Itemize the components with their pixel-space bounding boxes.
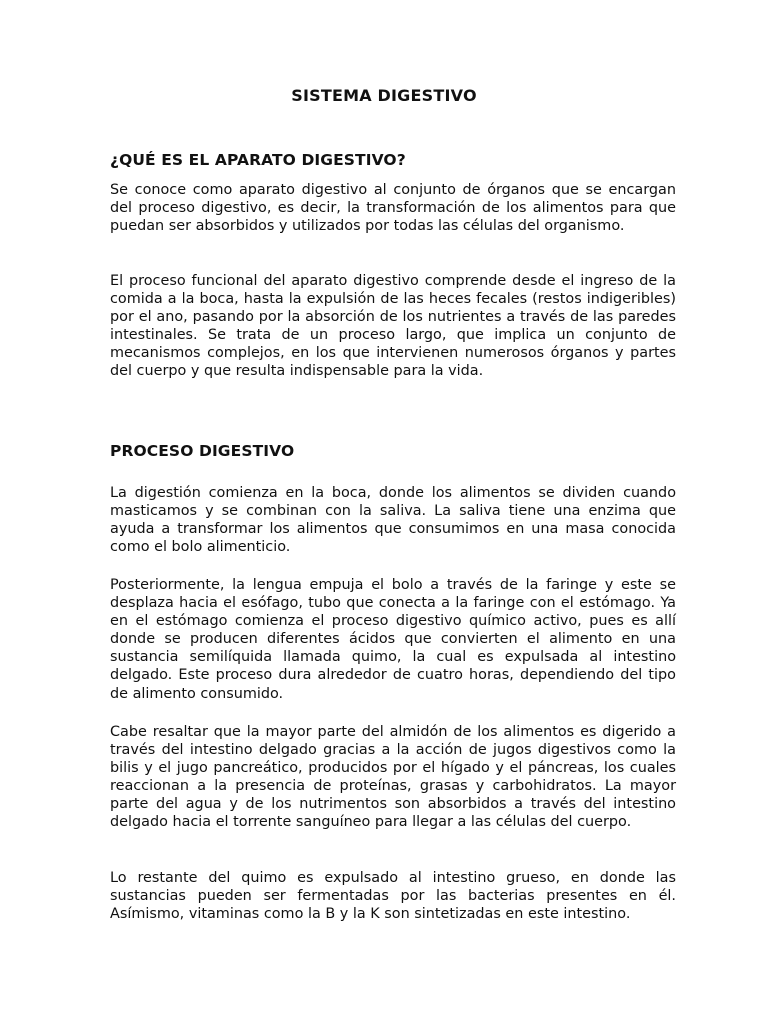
section-heading-proceso: PROCESO DIGESTIVO <box>110 442 295 460</box>
paragraph: El proceso funcional del aparato digestivo comprende desde el ingreso de la comida a la boca, hasta la expulsión de las heces fecales (restos indigeribles) por el ano, pasando por la absorción de los nutrientes a través de las paredes intestinales. Se trata de un proceso largo, que implica un conjunto de mecanismos complejos, en los que intervienen numerosos órganos y partes del cuerpo y que resulta indispensable para la vida. <box>110 273 676 380</box>
paragraph: La digestión comienza en la boca, donde los alimentos se dividen cuando masticamos y se combinan con la saliva. La saliva tiene una enzima que ayuda a transformar los alimentos que consumimos en una masa conocida como el bolo alimenticio. <box>110 485 676 556</box>
paragraph: Lo restante del quimo es expulsado al intestino grueso, en donde las sustancias pueden ser fermentadas por las bacterias presentes en él. Asímismo, vitaminas como la B y la K son sintetizadas en este intestino. <box>110 870 676 923</box>
paragraph: Cabe resaltar que la mayor parte del almidón de los alimentos es digerido a través del intestino delgado gracias a la acción de jugos digestivos como la bilis y el jugo pancreático, producidos por el hígado y el páncreas, los cuales reaccionan a la presencia de proteínas, grasas y carbohidratos. La mayor parte del agua y de los nutrimentos son absorbidos a través del intestino delgado hacia el torrente sanguíneo para llegar a las células del cuerpo. <box>110 724 676 831</box>
paragraph: Posteriormente, la lengua empuja el bolo a través de la faringe y este se desplaza hacia el esófago, tubo que conecta a la faringe con el estómago. Ya en el estómago comienza el proceso digestivo químico activo, pues es allí donde se producen diferentes ácidos que convierten el alimento en una sustancia semilíquida llamada quimo, la cual es expulsada al intestino delgado. Este proceso dura alrededor de cuatro horas, dependiendo del tipo de alimento consumido. <box>110 577 676 702</box>
section-heading-que-es: ¿QUÉ ES EL APARATO DIGESTIVO? <box>110 151 406 169</box>
document-title: SISTEMA DIGESTIVO <box>291 86 477 105</box>
paragraph: Se conoce como aparato digestivo al conjunto de órganos que se encargan del proceso digestivo, es decir, la transformación de los alimentos para que puedan ser absorbidos y utilizados por todas las células del organismo. <box>110 182 676 235</box>
